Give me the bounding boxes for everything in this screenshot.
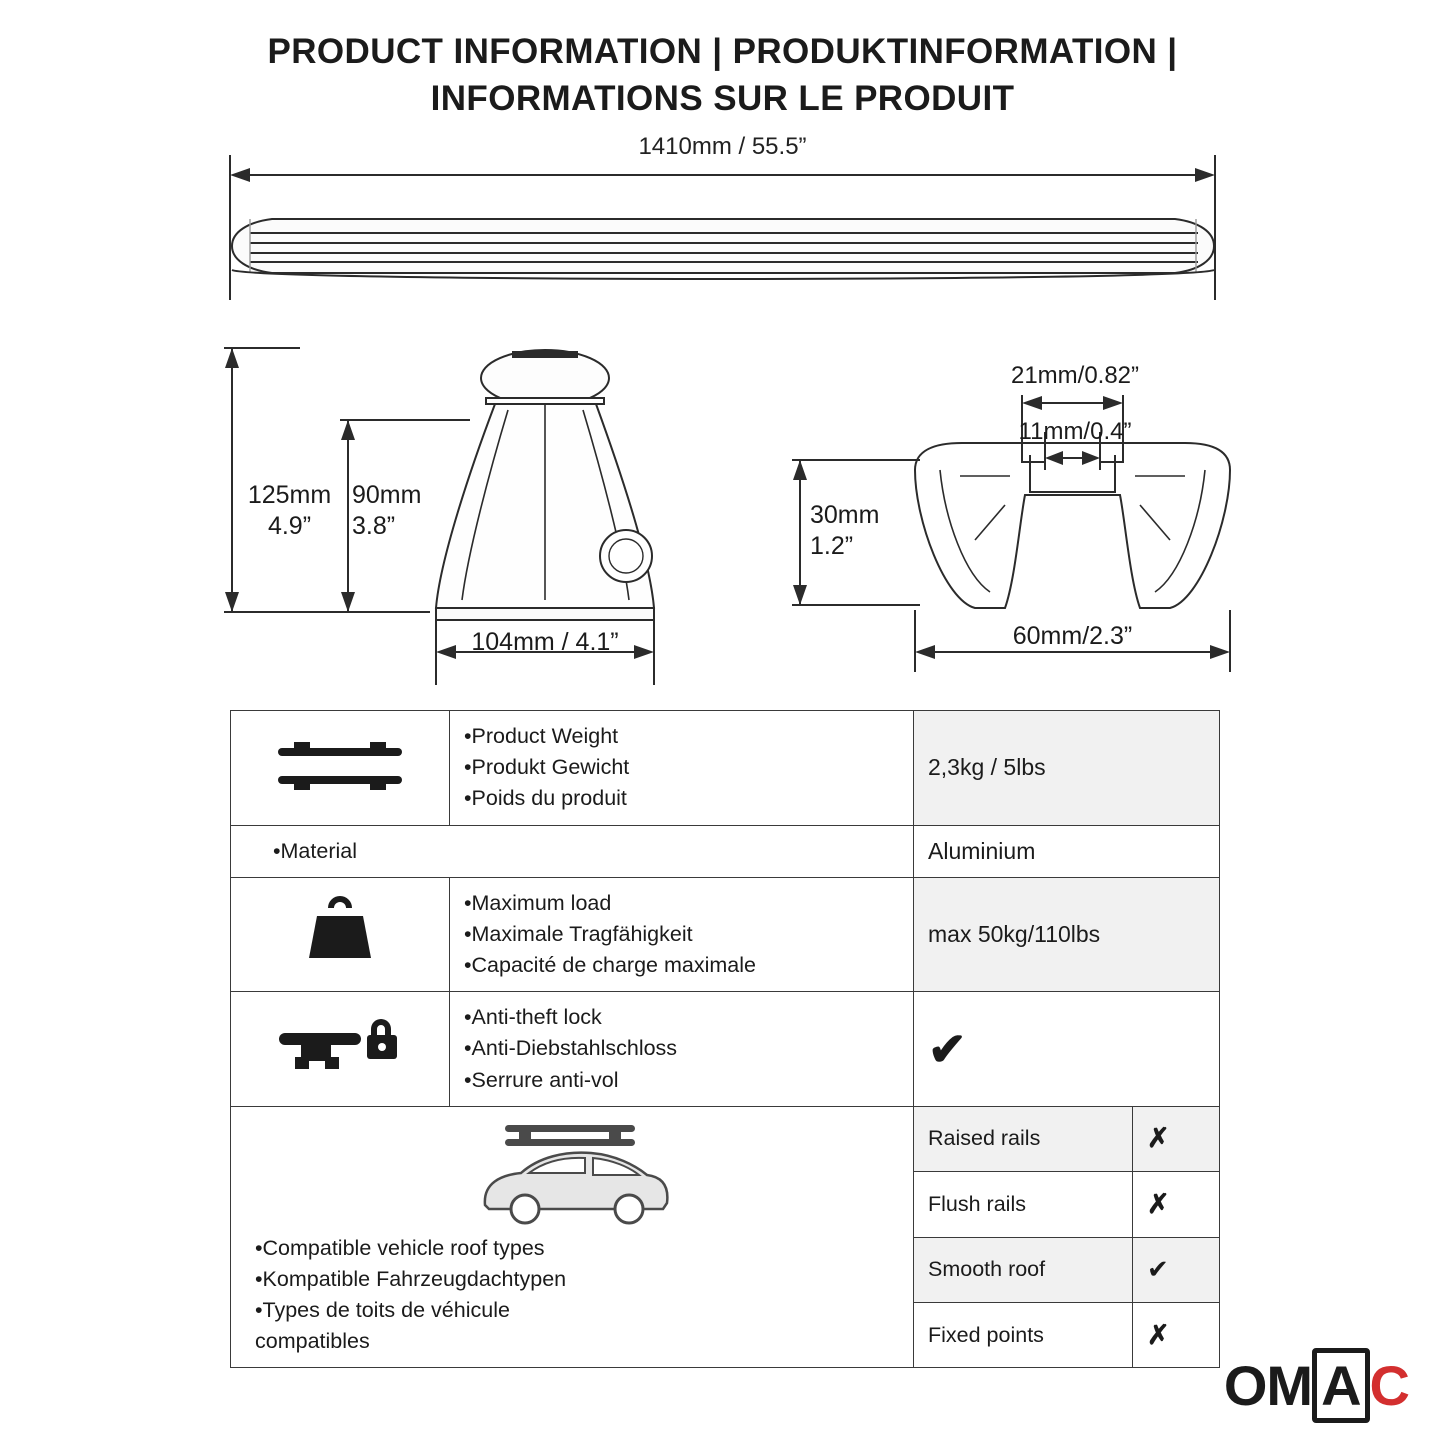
bar-length-label: 1410mm / 55.5” xyxy=(638,133,807,160)
roof-types-row xyxy=(231,1106,1220,1171)
lock-icon xyxy=(231,992,450,1107)
crossbars-icon-svg xyxy=(270,732,410,798)
table-row xyxy=(231,711,1220,826)
brand-logo xyxy=(1224,1348,1409,1423)
logo-text-om: OM xyxy=(1223,1354,1313,1417)
weight-labels: •Product Weight •Produkt Gewicht •Poids du produit xyxy=(450,711,914,826)
slot-outer-label: 21mm/0.82” xyxy=(1010,362,1140,389)
roof-type-name: Flush rails xyxy=(914,1172,1133,1237)
profile-width-label: 60mm/2.3” xyxy=(1012,622,1133,650)
profile-cross-section xyxy=(915,443,1230,608)
weight-value: 2,3kg / 5lbs xyxy=(914,711,1220,826)
max-load-labels: •Maximum load •Maximale Tragfähigkeit •Capacité de charge maximale xyxy=(450,877,914,992)
anti-theft-labels: •Anti-theft lock •Anti-Diebstahlschloss •Serrure anti-vol xyxy=(450,992,914,1107)
material-value: Aluminium xyxy=(914,825,1220,877)
title-line-2: INFORMATIONS SUR LE PRODUIT xyxy=(430,79,1015,119)
specification-table xyxy=(230,710,1220,1368)
logo-text-a: A xyxy=(1312,1348,1369,1423)
foot-front-view xyxy=(436,350,654,620)
height-total-label: 125mm 4.9” xyxy=(247,481,332,541)
roof-type-name: Fixed points xyxy=(914,1302,1133,1367)
crossbar-side-view xyxy=(232,219,1214,279)
roof-type-name: Raised rails xyxy=(914,1106,1133,1171)
table-row xyxy=(231,992,1220,1107)
car-roof-icon xyxy=(245,1117,899,1233)
material-labels: •Material xyxy=(231,825,914,877)
lock-icon-svg xyxy=(275,1011,405,1081)
roof-type-mark: ✗ xyxy=(1133,1106,1220,1171)
title-line-1: PRODUCT INFORMATION | PRODUKTINFORMATION | xyxy=(267,32,1178,71)
roof-type-mark: ✗ xyxy=(1133,1302,1220,1367)
profile-height-label: 30mm 1.2” xyxy=(810,501,880,561)
slot-inner-label: 11mm/0.4” xyxy=(1018,418,1132,445)
roof-type-name: Smooth roof xyxy=(914,1237,1133,1302)
car-roof-icon-svg xyxy=(457,1117,687,1227)
foot-width-label: 104mm / 4.1” xyxy=(471,628,619,656)
roof-type-mark: ✗ xyxy=(1133,1172,1220,1237)
max-load-value: max 50kg/110lbs xyxy=(914,877,1220,992)
roof-types-labels: •Compatible vehicle roof types •Kompatible Fahrzeugdachtypen •Types de toits de véhicule compatibles xyxy=(231,1106,914,1368)
roof-type-mark: ✔ xyxy=(1133,1237,1220,1302)
table-row xyxy=(231,825,1220,877)
weight-icon xyxy=(231,877,450,992)
logo-text-c: C xyxy=(1369,1354,1409,1417)
anti-theft-value: ✔ xyxy=(914,992,1220,1107)
crossbars-icon xyxy=(231,711,450,826)
table-row xyxy=(231,877,1220,992)
height-inner-label: 90mm 3.8” xyxy=(352,481,422,541)
weight-icon-svg xyxy=(301,896,379,966)
